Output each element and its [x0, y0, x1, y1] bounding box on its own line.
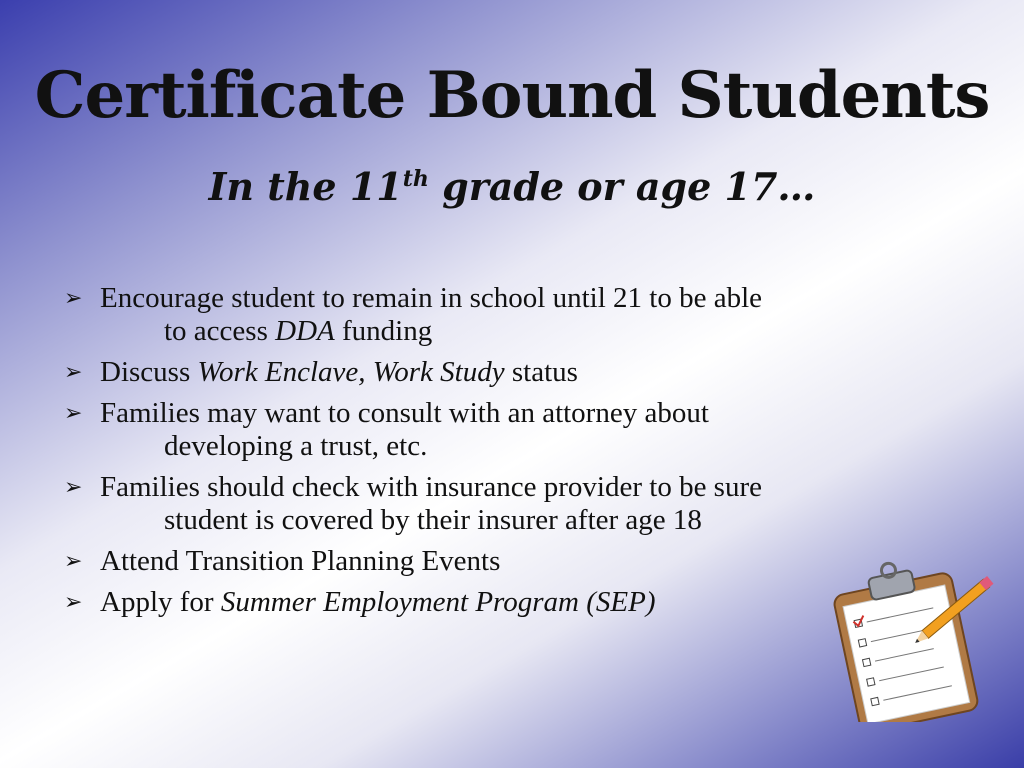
arrow-bullet-icon: ➢	[64, 286, 83, 311]
bullet-continuation: developing a trust, etc.	[164, 430, 428, 462]
bullet-item	[64, 471, 964, 537]
bullet-text: funding	[334, 315, 433, 347]
bullet-text: Discuss	[100, 356, 198, 388]
bullet-text: to access	[164, 315, 276, 347]
subtitle-superscript: th	[402, 166, 429, 192]
bullet-text: Apply for	[100, 586, 221, 618]
bullet-item	[64, 282, 964, 348]
bullet-emphasis: DDA	[275, 315, 335, 347]
slide-title: Certificate Bound Students	[34, 58, 990, 133]
arrow-bullet-icon: ➢	[64, 360, 83, 385]
subtitle-prefix: In the 11	[208, 164, 403, 209]
bullet-continuation: student is covered by their insurer after age 18	[164, 504, 702, 536]
bullet-item	[64, 356, 964, 389]
bullet-emphasis: Work Enclave, Work Study	[197, 356, 505, 388]
bullet-text: Attend Transition Planning Events	[100, 545, 501, 577]
subtitle-suffix: grade or age 17…	[428, 164, 816, 209]
bullet-line: Families may want to consult with an attorney about	[100, 397, 709, 429]
bullet-text: status	[504, 356, 578, 388]
slide-subtitle	[0, 164, 1024, 209]
arrow-bullet-icon: ➢	[64, 590, 83, 615]
arrow-bullet-icon: ➢	[64, 549, 83, 574]
bullet-item	[64, 397, 964, 463]
arrow-bullet-icon: ➢	[64, 475, 83, 500]
arrow-bullet-icon: ➢	[64, 401, 83, 426]
bullet-emphasis: Summer Employment Program (SEP)	[220, 586, 656, 618]
bullet-continuation	[100, 315, 964, 348]
clipboard-checklist-icon	[822, 552, 1012, 722]
bullet-line: Families should check with insurance provider to be sure	[100, 471, 763, 503]
bullet-line: Encourage student to remain in school until 21 to be able	[100, 282, 763, 314]
